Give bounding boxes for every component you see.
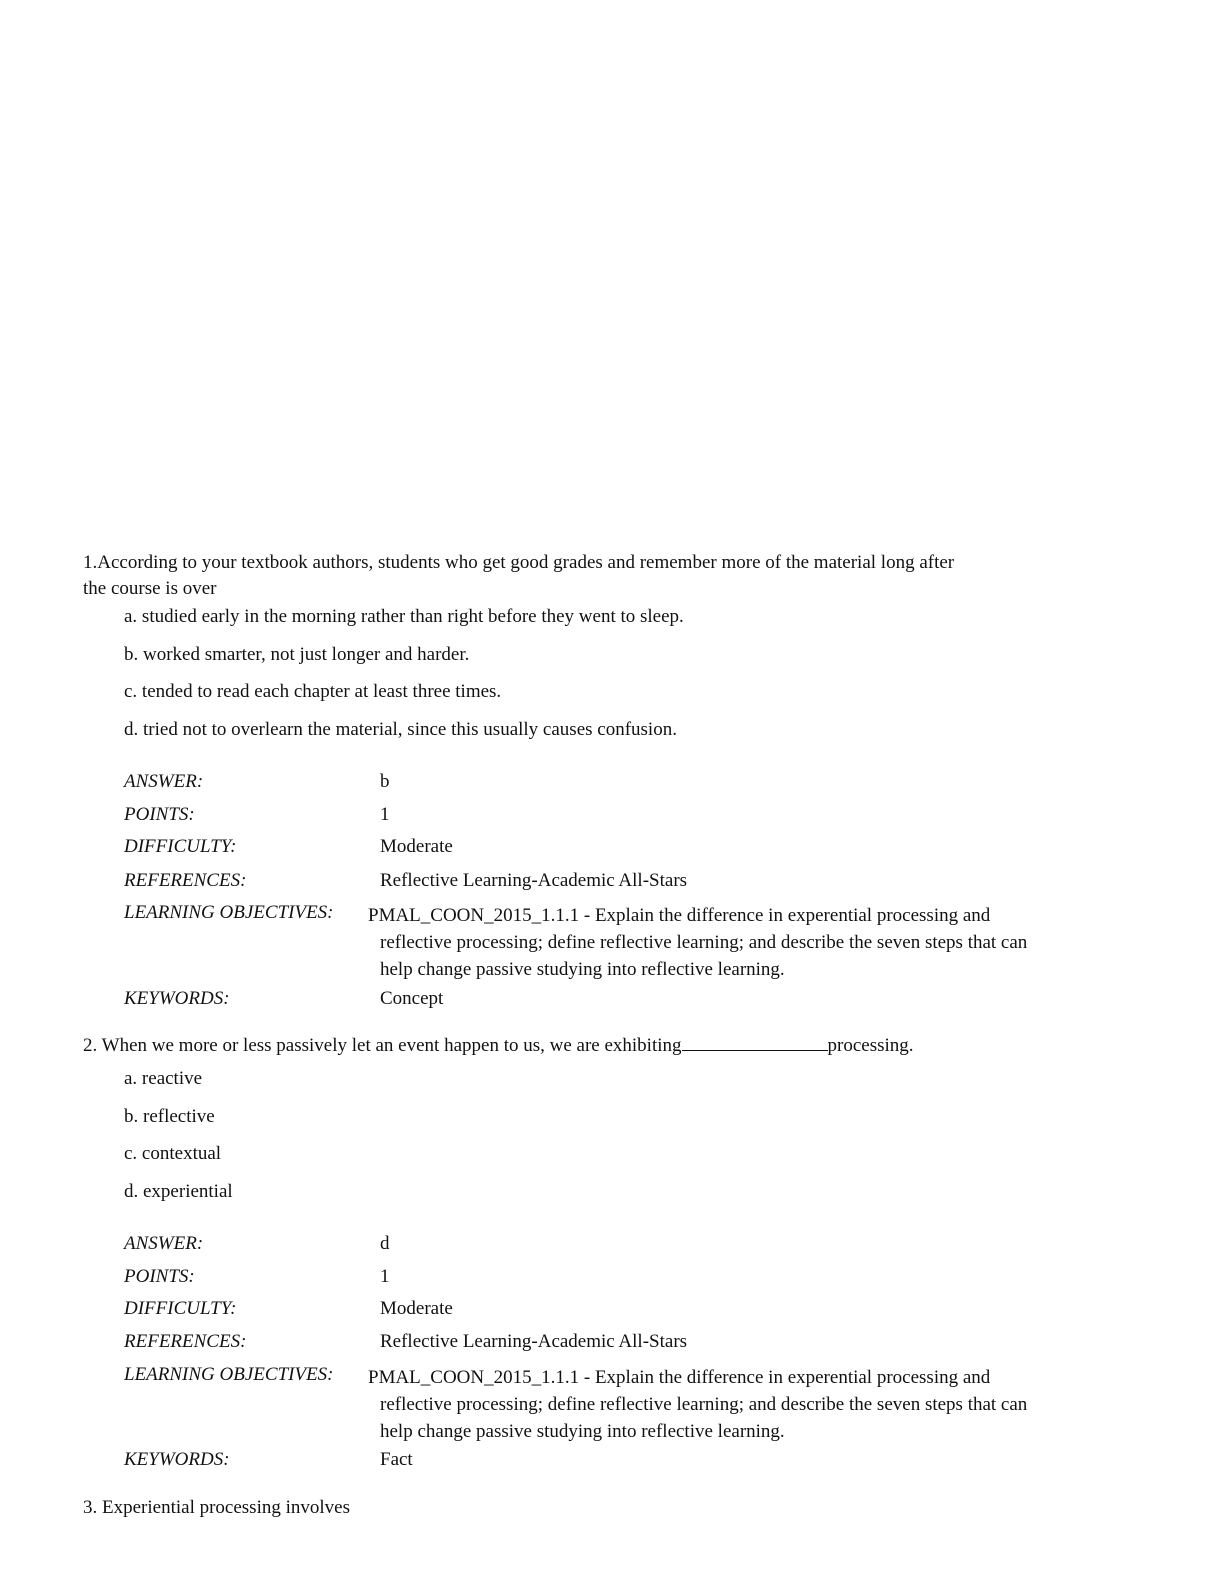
question-1-option-a: a. studied early in the morning rather than right before they went to sleep. <box>124 606 684 627</box>
question-2-answer-blank <box>682 1033 828 1051</box>
question-1-references-value: Reflective Learning-Academic All-Stars <box>380 870 688 891</box>
question-1-lo-line1: PMAL_COON_2015_1.1.1 - Explain the difference in experential processing and <box>368 905 991 926</box>
question-1-answer-value: b <box>380 771 390 792</box>
question-2-stem-before: 2. When we more or less passively let an event happen to us, we are exhibiting <box>83 1035 682 1056</box>
question-2-references-value: Reflective Learning-Academic All-Stars <box>380 1331 688 1352</box>
question-2-option-c: c. contextual <box>124 1143 222 1164</box>
question-1-answer-label: ANSWER: <box>124 771 204 792</box>
question-2-learning-objectives-value <box>368 1364 1027 1445</box>
question-2-option-d: d. experiential <box>124 1181 233 1202</box>
question-2-answer-label: ANSWER: <box>124 1233 204 1254</box>
question-2-lo-line3: help change passive studying into reflective learning. <box>380 1421 785 1442</box>
question-2-points-value: 1 <box>380 1266 390 1287</box>
question-1-difficulty-label: DIFFICULTY: <box>124 836 237 857</box>
question-2-learning-objectives-label: LEARNING OBJECTIVES: <box>124 1364 334 1385</box>
question-2-option-a: a. reactive <box>124 1068 203 1089</box>
question-3-stem: 3. Experiential processing involves <box>83 1497 350 1518</box>
question-1-references-label: REFERENCES: <box>124 870 247 891</box>
question-2-points-label: POINTS: <box>124 1266 195 1287</box>
question-1-stem <box>83 550 954 602</box>
question-2-option-b: b. reflective <box>124 1106 215 1127</box>
question-2-difficulty-value: Moderate <box>380 1298 453 1319</box>
question-2-keywords-label: KEYWORDS: <box>124 1449 230 1470</box>
question-1-keywords-value: Concept <box>380 988 444 1009</box>
question-1-learning-objectives-value <box>368 902 1027 983</box>
question-1-keywords-label: KEYWORDS: <box>124 988 230 1009</box>
question-2-stem-after: processing. <box>827 1035 914 1056</box>
question-1-points-value: 1 <box>380 804 390 825</box>
question-1-difficulty-value: Moderate <box>380 836 453 857</box>
question-2-lo-line1: PMAL_COON_2015_1.1.1 - Explain the difference in experential processing and <box>368 1367 991 1388</box>
question-2-stem <box>83 1033 914 1059</box>
question-1-lo-line2: reflective processing; define reflective learning; and describe the seven steps that can <box>380 932 1028 953</box>
question-2-lo-line2: reflective processing; define reflective learning; and describe the seven steps that can <box>380 1394 1028 1415</box>
question-1-option-c: c. tended to read each chapter at least three times. <box>124 681 502 702</box>
question-2-references-label: REFERENCES: <box>124 1331 247 1352</box>
question-1-option-d: d. tried not to overlearn the material, since this usually causes confusion. <box>124 719 677 740</box>
question-1-lo-line3: help change passive studying into reflective learning. <box>380 959 785 980</box>
question-1-stem-line2: the course is over <box>83 578 217 599</box>
question-1-stem-line1: 1.According to your textbook authors, students who get good grades and remember more of the material long after <box>83 552 955 573</box>
question-1-option-b: b. worked smarter, not just longer and harder. <box>124 644 470 665</box>
question-2-difficulty-label: DIFFICULTY: <box>124 1298 237 1319</box>
question-1-points-label: POINTS: <box>124 804 195 825</box>
question-2-answer-value: d <box>380 1233 390 1254</box>
question-2-keywords-value: Fact <box>380 1449 413 1470</box>
question-1-learning-objectives-label: LEARNING OBJECTIVES: <box>124 902 334 923</box>
